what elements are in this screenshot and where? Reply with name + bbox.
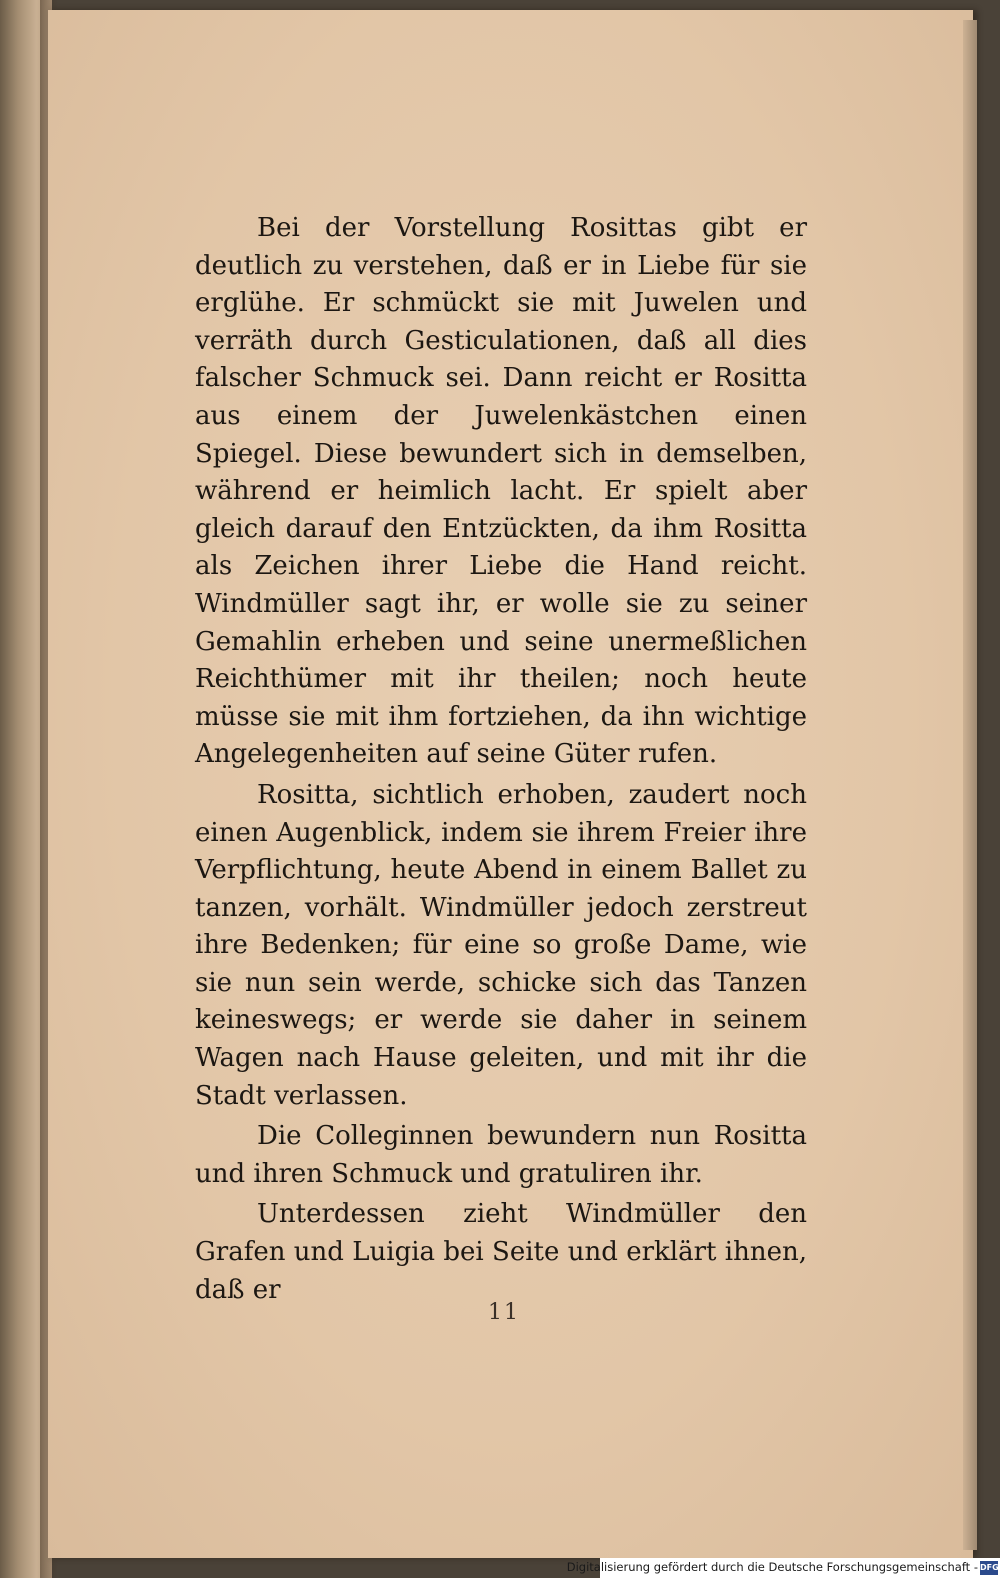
digitization-credit: Digitalisierung gefördert durch die Deutsche Forschungsgemeinschaft - [566, 1560, 978, 1574]
paragraph-3: Die Colleginnen bewundern nun Rositta und ihren Schmuck und gratuliren ihr. [195, 1121, 807, 1189]
paragraph-2: Rositta, sichtlich erhoben, zaudert noch einen Augenblick, indem sie ihrem Freier ihre Verpflichtung, heute Abend in einem Ballet zu tanzen, vorhält. Windmüller jedoch zerstreut ihre Bedenken; für eine so große Dame, wie sie nun sein werde, schicke sich das Tanzen keineswegs; er werde sie daher in seinem Wagen nach Hause geleiten, und mit ihr die Stadt verlassen. [195, 779, 807, 1111]
paragraph-4: Unterdessen zieht Windmüller den Grafen und Luigia bei Seite und erklärt ihnen, daß er [195, 1199, 807, 1305]
page-number: 11 [488, 1300, 520, 1325]
paragraph-1: Bei der Vorstellung Rosittas gibt er deutlich zu verstehen, daß er in Liebe für sie erglühe. Er schmückt sie mit Juwelen und verräth durch Gesticulationen, daß all dies falscher Schmuck sei. Dann reicht er Rositta aus einem der Juwelenkästchen einen Spiegel. Diese bewundert sich in demselben, während er heimlich lacht. Er spielt aber gleich darauf den Entzückten, da ihm Rositta als Zeichen ihrer Liebe die Hand reicht. Windmüller sagt ihr, er wolle sie zu seiner Gemahlin erheben und seine unermeßlichen Reichthümer mit ihr theilen; noch heute müsse sie mit ihm fortziehen, da ihn wichtige Angelegenheiten auf seine Güter rufen. [195, 213, 807, 770]
dfg-logo-icon: DFG [980, 1561, 998, 1575]
page-right-edge [963, 20, 977, 1550]
body-text [195, 210, 807, 1309]
